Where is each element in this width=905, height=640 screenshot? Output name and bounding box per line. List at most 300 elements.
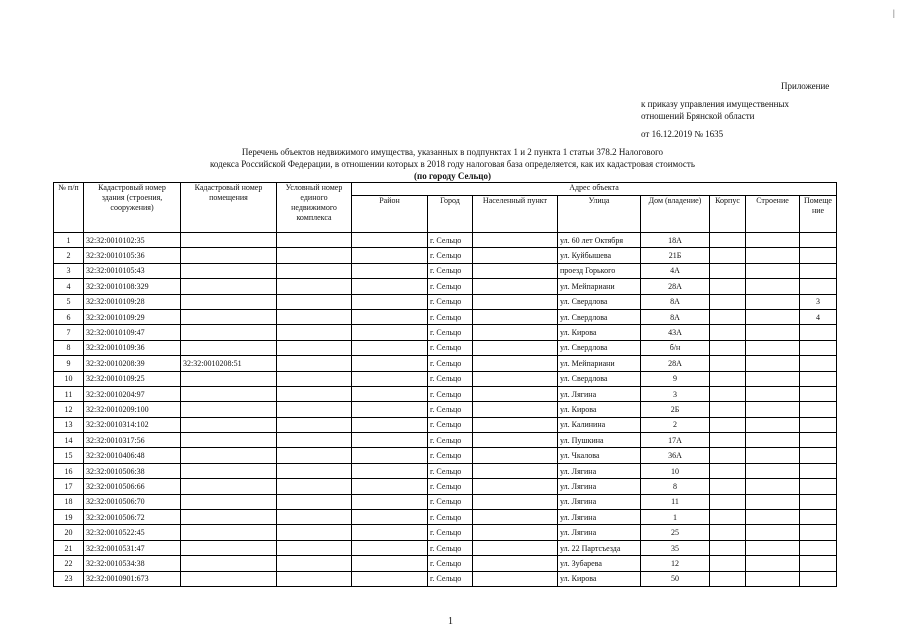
cell-building-cadastral: 32:32:0010406:48 bbox=[84, 448, 181, 463]
cell-room-cadastral bbox=[181, 510, 277, 525]
cell-settlement bbox=[473, 571, 558, 586]
cell-complex-number bbox=[277, 433, 352, 448]
cell-complex-number bbox=[277, 571, 352, 586]
cell-building-cadastral: 32:32:0010109:25 bbox=[84, 371, 181, 386]
cell-house: 35 bbox=[641, 540, 710, 555]
cell-num: 17 bbox=[54, 479, 84, 494]
cell-building-cadastral: 32:32:0010314:102 bbox=[84, 417, 181, 432]
table-row bbox=[54, 433, 837, 448]
cell-korpus bbox=[710, 233, 746, 248]
cell-house: 8А bbox=[641, 309, 710, 324]
cell-complex-number bbox=[277, 540, 352, 555]
cell-room bbox=[800, 494, 837, 509]
cell-district bbox=[352, 494, 428, 509]
cell-building-cadastral: 32:32:0010208:39 bbox=[84, 356, 181, 371]
cell-street: ул. 60 лет Октября bbox=[558, 233, 641, 248]
cell-room-cadastral: 32:32:0010208:51 bbox=[181, 356, 277, 371]
cell-house: 2Б bbox=[641, 402, 710, 417]
table-row bbox=[54, 402, 837, 417]
cell-settlement bbox=[473, 233, 558, 248]
table-row bbox=[54, 494, 837, 509]
cell-street: ул. Мейпариани bbox=[558, 356, 641, 371]
cell-building-cadastral: 32:32:0010506:38 bbox=[84, 463, 181, 478]
cell-city: г. Сельцо bbox=[428, 479, 473, 494]
table-row bbox=[54, 294, 837, 309]
cell-building bbox=[746, 325, 800, 340]
header-district: Район bbox=[352, 196, 428, 233]
cell-street: ул. Куйбышева bbox=[558, 248, 641, 263]
cell-room-cadastral bbox=[181, 448, 277, 463]
cell-room bbox=[800, 386, 837, 401]
cell-room-cadastral bbox=[181, 494, 277, 509]
table-row bbox=[54, 386, 837, 401]
cell-room: 4 bbox=[800, 309, 837, 324]
cell-num: 10 bbox=[54, 371, 84, 386]
cell-building-cadastral: 32:32:0010317:56 bbox=[84, 433, 181, 448]
cell-num: 18 bbox=[54, 494, 84, 509]
cell-street: ул. Свердлова bbox=[558, 340, 641, 355]
cell-num: 5 bbox=[54, 294, 84, 309]
cell-street: ул. Лягина bbox=[558, 510, 641, 525]
cell-district bbox=[352, 463, 428, 478]
header-house: Дом (владение) bbox=[641, 196, 710, 233]
cell-korpus bbox=[710, 294, 746, 309]
cell-complex-number bbox=[277, 448, 352, 463]
cell-district bbox=[352, 248, 428, 263]
cell-settlement bbox=[473, 371, 558, 386]
header-street: Улица bbox=[558, 196, 641, 233]
cell-building bbox=[746, 556, 800, 571]
table-row bbox=[54, 571, 837, 586]
cell-building-cadastral: 32:32:0010506:66 bbox=[84, 479, 181, 494]
cell-district bbox=[352, 233, 428, 248]
cell-settlement bbox=[473, 540, 558, 555]
cell-city: г. Сельцо bbox=[428, 525, 473, 540]
header-korpus: Корпус bbox=[710, 196, 746, 233]
cell-street: проезд Горького bbox=[558, 263, 641, 278]
table-row bbox=[54, 371, 837, 386]
header-address: Адрес объекта bbox=[352, 183, 837, 196]
cell-house: 25 bbox=[641, 525, 710, 540]
cell-street: ул. Лягина bbox=[558, 463, 641, 478]
cell-settlement bbox=[473, 510, 558, 525]
cell-num: 15 bbox=[54, 448, 84, 463]
cell-complex-number bbox=[277, 510, 352, 525]
cell-city: г. Сельцо bbox=[428, 540, 473, 555]
cell-settlement bbox=[473, 556, 558, 571]
table-row bbox=[54, 340, 837, 355]
table-row bbox=[54, 525, 837, 540]
cell-complex-number bbox=[277, 556, 352, 571]
cell-street: ул. 22 Партсъезда bbox=[558, 540, 641, 555]
cell-building bbox=[746, 233, 800, 248]
cell-street: ул. Кирова bbox=[558, 325, 641, 340]
cell-building bbox=[746, 386, 800, 401]
cell-building-cadastral: 32:32:0010105:36 bbox=[84, 248, 181, 263]
cell-city: г. Сельцо bbox=[428, 448, 473, 463]
cell-building bbox=[746, 448, 800, 463]
cell-korpus bbox=[710, 463, 746, 478]
cell-house: 4А bbox=[641, 263, 710, 278]
cell-district bbox=[352, 279, 428, 294]
cell-street: ул. Мейпариани bbox=[558, 279, 641, 294]
cell-korpus bbox=[710, 263, 746, 278]
cell-num: 9 bbox=[54, 356, 84, 371]
cell-settlement bbox=[473, 248, 558, 263]
cell-district bbox=[352, 309, 428, 324]
cell-korpus bbox=[710, 417, 746, 432]
cell-building-cadastral: 32:32:0010109:29 bbox=[84, 309, 181, 324]
cell-complex-number bbox=[277, 294, 352, 309]
cell-korpus bbox=[710, 402, 746, 417]
cell-room-cadastral bbox=[181, 340, 277, 355]
cell-city: г. Сельцо bbox=[428, 356, 473, 371]
header-building: Строение bbox=[746, 196, 800, 233]
cell-settlement bbox=[473, 386, 558, 401]
header-settlement: Населенный пункт bbox=[473, 196, 558, 233]
cell-korpus bbox=[710, 510, 746, 525]
cell-city: г. Сельцо bbox=[428, 325, 473, 340]
cell-korpus bbox=[710, 556, 746, 571]
cell-district bbox=[352, 356, 428, 371]
table-row bbox=[54, 510, 837, 525]
cell-house: 11 bbox=[641, 494, 710, 509]
cell-street: ул. Лягина bbox=[558, 386, 641, 401]
header-room-cadastral: Кадастровый номер помещения bbox=[181, 183, 277, 233]
cell-building bbox=[746, 525, 800, 540]
cell-city: г. Сельцо bbox=[428, 494, 473, 509]
cell-district bbox=[352, 556, 428, 571]
cell-street: ул. Пушкина bbox=[558, 433, 641, 448]
cell-city: г. Сельцо bbox=[428, 433, 473, 448]
cell-city: г. Сельцо bbox=[428, 263, 473, 278]
cell-house: 43А bbox=[641, 325, 710, 340]
cell-settlement bbox=[473, 525, 558, 540]
cell-settlement bbox=[473, 309, 558, 324]
cell-street: ул. Лягина bbox=[558, 494, 641, 509]
cell-building bbox=[746, 309, 800, 324]
cell-korpus bbox=[710, 279, 746, 294]
property-register-table bbox=[53, 182, 837, 587]
cell-room-cadastral bbox=[181, 248, 277, 263]
cell-house: 28А bbox=[641, 279, 710, 294]
cell-room-cadastral bbox=[181, 556, 277, 571]
cell-building-cadastral: 32:32:0010506:70 bbox=[84, 494, 181, 509]
cell-house: 8 bbox=[641, 479, 710, 494]
cell-building bbox=[746, 340, 800, 355]
cell-house: 18А bbox=[641, 233, 710, 248]
cell-house: 2 bbox=[641, 417, 710, 432]
cell-room-cadastral bbox=[181, 371, 277, 386]
table-row bbox=[54, 479, 837, 494]
cell-korpus bbox=[710, 248, 746, 263]
cell-house: 8А bbox=[641, 294, 710, 309]
cell-building bbox=[746, 433, 800, 448]
cell-room bbox=[800, 510, 837, 525]
cell-num: 13 bbox=[54, 417, 84, 432]
cell-room-cadastral bbox=[181, 279, 277, 294]
cell-korpus bbox=[710, 525, 746, 540]
cell-room bbox=[800, 371, 837, 386]
cell-street: ул. Свердлова bbox=[558, 294, 641, 309]
cell-korpus bbox=[710, 494, 746, 509]
cell-complex-number bbox=[277, 417, 352, 432]
cell-district bbox=[352, 510, 428, 525]
appendix-title: Приложение bbox=[781, 81, 830, 91]
cell-num: 3 bbox=[54, 263, 84, 278]
cell-room-cadastral bbox=[181, 386, 277, 401]
cell-city: г. Сельцо bbox=[428, 571, 473, 586]
cell-room bbox=[800, 340, 837, 355]
table-row bbox=[54, 248, 837, 263]
cell-num: 16 bbox=[54, 463, 84, 478]
cell-settlement bbox=[473, 263, 558, 278]
cell-num: 14 bbox=[54, 433, 84, 448]
cell-district bbox=[352, 448, 428, 463]
cell-complex-number bbox=[277, 479, 352, 494]
table-row bbox=[54, 309, 837, 324]
cell-room bbox=[800, 540, 837, 555]
cell-street: ул. Кирова bbox=[558, 571, 641, 586]
cell-building bbox=[746, 510, 800, 525]
cell-complex-number bbox=[277, 263, 352, 278]
cell-num: 22 bbox=[54, 556, 84, 571]
header-building-cadastral: Кадастровый номер здания (строения, сооружения) bbox=[84, 183, 181, 233]
cell-room-cadastral bbox=[181, 263, 277, 278]
cell-building bbox=[746, 263, 800, 278]
cell-complex-number bbox=[277, 402, 352, 417]
table-row bbox=[54, 556, 837, 571]
cell-building bbox=[746, 540, 800, 555]
cell-city: г. Сельцо bbox=[428, 340, 473, 355]
cell-num: 20 bbox=[54, 525, 84, 540]
cell-building bbox=[746, 294, 800, 309]
cell-settlement bbox=[473, 402, 558, 417]
cell-room-cadastral bbox=[181, 540, 277, 555]
cell-num: 1 bbox=[54, 233, 84, 248]
cell-building bbox=[746, 248, 800, 263]
cell-building-cadastral: 32:32:0010506:72 bbox=[84, 510, 181, 525]
cell-korpus bbox=[710, 571, 746, 586]
cell-house: 10 bbox=[641, 463, 710, 478]
cell-building bbox=[746, 479, 800, 494]
header-num: № п/п bbox=[54, 183, 84, 233]
cell-city: г. Сельцо bbox=[428, 279, 473, 294]
cell-house: 50 bbox=[641, 571, 710, 586]
cell-house: 1 bbox=[641, 510, 710, 525]
cell-room-cadastral bbox=[181, 571, 277, 586]
cell-settlement bbox=[473, 433, 558, 448]
header-complex-number: Условный номер единого недвижимого комплекса bbox=[277, 183, 352, 233]
cell-room bbox=[800, 433, 837, 448]
cell-house: 3 bbox=[641, 386, 710, 401]
cell-num: 7 bbox=[54, 325, 84, 340]
cell-complex-number bbox=[277, 279, 352, 294]
cell-complex-number bbox=[277, 386, 352, 401]
document-heading-line: кодекса Российской Федерации, в отношении которых в 2018 году налоговая база определяется, как их кадастровая стоимость bbox=[210, 159, 695, 169]
cell-city: г. Сельцо bbox=[428, 294, 473, 309]
cell-settlement bbox=[473, 479, 558, 494]
cell-house: 21Б bbox=[641, 248, 710, 263]
cell-room bbox=[800, 571, 837, 586]
cell-room bbox=[800, 263, 837, 278]
cell-street: ул. Свердлова bbox=[558, 371, 641, 386]
cell-district bbox=[352, 417, 428, 432]
cell-district bbox=[352, 402, 428, 417]
cell-room bbox=[800, 463, 837, 478]
cell-city: г. Сельцо bbox=[428, 463, 473, 478]
cell-room bbox=[800, 417, 837, 432]
header-room: Помеще ние bbox=[800, 196, 837, 233]
cell-room bbox=[800, 479, 837, 494]
cell-num: 6 bbox=[54, 309, 84, 324]
cell-korpus bbox=[710, 386, 746, 401]
cell-house: 17А bbox=[641, 433, 710, 448]
cell-room bbox=[800, 279, 837, 294]
table-row bbox=[54, 279, 837, 294]
cell-room-cadastral bbox=[181, 525, 277, 540]
cell-city: г. Сельцо bbox=[428, 248, 473, 263]
cell-room-cadastral bbox=[181, 233, 277, 248]
cell-district bbox=[352, 479, 428, 494]
cell-building-cadastral: 32:32:0010534:38 bbox=[84, 556, 181, 571]
cell-complex-number bbox=[277, 325, 352, 340]
cell-city: г. Сельцо bbox=[428, 371, 473, 386]
cell-room bbox=[800, 556, 837, 571]
cell-building-cadastral: 32:32:0010109:36 bbox=[84, 340, 181, 355]
cell-complex-number bbox=[277, 340, 352, 355]
cell-district bbox=[352, 433, 428, 448]
cell-district bbox=[352, 571, 428, 586]
table-row bbox=[54, 356, 837, 371]
cell-city: г. Сельцо bbox=[428, 402, 473, 417]
table-row bbox=[54, 233, 837, 248]
cell-num: 12 bbox=[54, 402, 84, 417]
cell-house: 12 bbox=[641, 556, 710, 571]
cell-room bbox=[800, 325, 837, 340]
cell-settlement bbox=[473, 463, 558, 478]
cell-room bbox=[800, 233, 837, 248]
cell-district bbox=[352, 325, 428, 340]
cell-korpus bbox=[710, 540, 746, 555]
cell-complex-number bbox=[277, 356, 352, 371]
cell-house: 28А bbox=[641, 356, 710, 371]
cell-street: ул. Лягина bbox=[558, 525, 641, 540]
cell-city: г. Сельцо bbox=[428, 556, 473, 571]
appendix-order-date: от 16.12.2019 № 1635 bbox=[641, 129, 724, 139]
cell-street: ул. Свердлова bbox=[558, 309, 641, 324]
cell-num: 2 bbox=[54, 248, 84, 263]
cell-num: 4 bbox=[54, 279, 84, 294]
cell-building bbox=[746, 402, 800, 417]
cell-building-cadastral: 32:32:0010109:47 bbox=[84, 325, 181, 340]
cell-building bbox=[746, 279, 800, 294]
cell-complex-number bbox=[277, 309, 352, 324]
cell-room bbox=[800, 356, 837, 371]
cell-building-cadastral: 32:32:0010109:28 bbox=[84, 294, 181, 309]
cell-num: 19 bbox=[54, 510, 84, 525]
cell-building-cadastral: 32:32:0010108:329 bbox=[84, 279, 181, 294]
cell-korpus bbox=[710, 479, 746, 494]
cell-city: г. Сельцо bbox=[428, 386, 473, 401]
cell-korpus bbox=[710, 433, 746, 448]
cell-korpus bbox=[710, 448, 746, 463]
cell-city: г. Сельцо bbox=[428, 510, 473, 525]
cell-num: 23 bbox=[54, 571, 84, 586]
cell-district bbox=[352, 540, 428, 555]
cell-complex-number bbox=[277, 525, 352, 540]
cell-building bbox=[746, 371, 800, 386]
cell-room bbox=[800, 248, 837, 263]
cell-house: б/н bbox=[641, 340, 710, 355]
cell-building-cadastral: 32:32:0010204:97 bbox=[84, 386, 181, 401]
cell-street: ул. Лягина bbox=[558, 479, 641, 494]
cell-room bbox=[800, 448, 837, 463]
cell-settlement bbox=[473, 417, 558, 432]
cell-city: г. Сельцо bbox=[428, 417, 473, 432]
cell-street: ул. Чкалова bbox=[558, 448, 641, 463]
cell-street: ул. Зубарева bbox=[558, 556, 641, 571]
cell-city: г. Сельцо bbox=[428, 233, 473, 248]
cell-room-cadastral bbox=[181, 294, 277, 309]
cell-room: 3 bbox=[800, 294, 837, 309]
cell-building bbox=[746, 417, 800, 432]
cell-korpus bbox=[710, 309, 746, 324]
cell-complex-number bbox=[277, 248, 352, 263]
cell-settlement bbox=[473, 448, 558, 463]
cell-house: 9 bbox=[641, 371, 710, 386]
cell-street: ул. Кирова bbox=[558, 402, 641, 417]
cell-korpus bbox=[710, 325, 746, 340]
cell-num: 11 bbox=[54, 386, 84, 401]
cell-building bbox=[746, 494, 800, 509]
cell-settlement bbox=[473, 340, 558, 355]
cell-room-cadastral bbox=[181, 325, 277, 340]
cell-room bbox=[800, 525, 837, 540]
cell-korpus bbox=[710, 371, 746, 386]
appendix-order-line: отношений Брянской области bbox=[641, 111, 755, 121]
table-body bbox=[54, 233, 837, 587]
appendix-order-line: к приказу управления имущественных bbox=[641, 99, 790, 109]
cell-settlement bbox=[473, 494, 558, 509]
cell-city: г. Сельцо bbox=[428, 309, 473, 324]
cell-complex-number bbox=[277, 233, 352, 248]
cell-room-cadastral bbox=[181, 433, 277, 448]
cell-building-cadastral: 32:32:0010105:43 bbox=[84, 263, 181, 278]
cell-district bbox=[352, 386, 428, 401]
cell-building bbox=[746, 463, 800, 478]
table-row bbox=[54, 263, 837, 278]
cell-settlement bbox=[473, 294, 558, 309]
table-row bbox=[54, 417, 837, 432]
cell-district bbox=[352, 340, 428, 355]
cell-korpus bbox=[710, 356, 746, 371]
cell-room-cadastral bbox=[181, 417, 277, 432]
cell-building-cadastral: 32:32:0010531:47 bbox=[84, 540, 181, 555]
cell-building-cadastral: 32:32:0010901:673 bbox=[84, 571, 181, 586]
table-row bbox=[54, 463, 837, 478]
cell-complex-number bbox=[277, 371, 352, 386]
cell-room-cadastral bbox=[181, 309, 277, 324]
cell-building bbox=[746, 356, 800, 371]
cell-house: 36А bbox=[641, 448, 710, 463]
cell-street: ул. Калинина bbox=[558, 417, 641, 432]
cell-district bbox=[352, 525, 428, 540]
header-city: Город bbox=[428, 196, 473, 233]
cell-district bbox=[352, 294, 428, 309]
cell-complex-number bbox=[277, 463, 352, 478]
cell-room-cadastral bbox=[181, 463, 277, 478]
